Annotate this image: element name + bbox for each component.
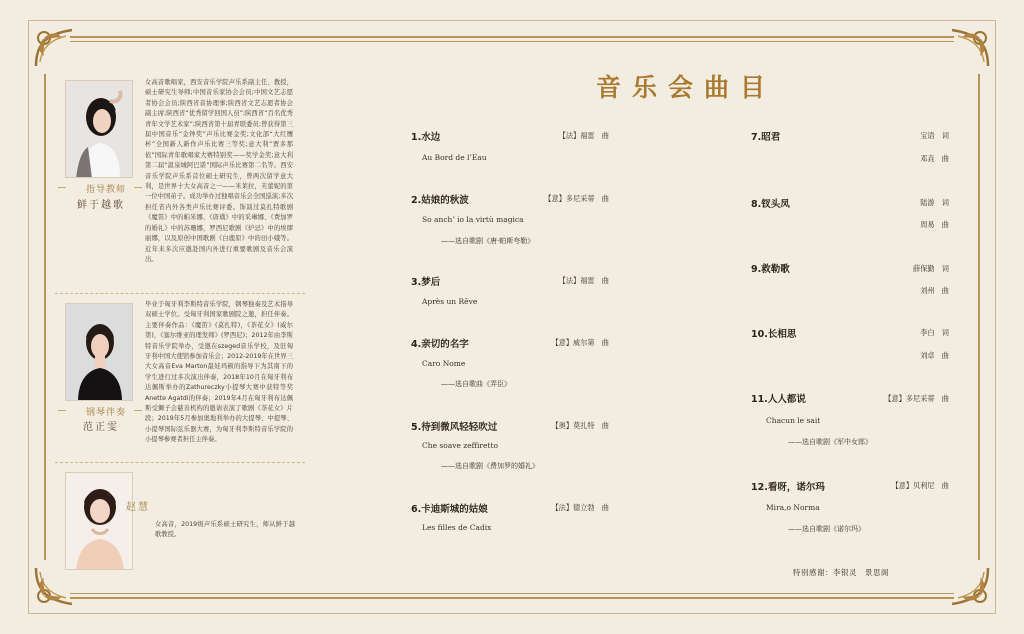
program-item-source: ——选自歌剧《军中女郎》 xyxy=(788,438,872,446)
program-item-number: 8. xyxy=(751,199,762,210)
program-item-name: 梦后 xyxy=(421,277,441,288)
program-item-original-title: Après un Rêve xyxy=(422,297,478,306)
program-item-title xyxy=(411,419,497,433)
program-item-title xyxy=(751,196,790,210)
performer-name-pianist: 范正雯 xyxy=(83,422,119,433)
program-item-name: 昭君 xyxy=(761,132,781,143)
border-top-line-thin xyxy=(70,41,954,42)
border-bottom-line-thin xyxy=(70,593,954,594)
program-item-number: 6. xyxy=(411,504,422,515)
program-item-composer: 【法】福雷 曲 xyxy=(558,131,609,140)
program-item-number: 11. xyxy=(751,394,768,405)
program-item-title xyxy=(751,479,825,493)
performer-role-teacher: 指导教师 xyxy=(85,185,126,195)
program-item-title xyxy=(411,336,469,350)
role-line-left xyxy=(58,410,66,411)
page-title: 音乐会曲目 xyxy=(596,73,777,102)
program-item-number: 12. xyxy=(751,482,768,493)
program-item-name: 长相思 xyxy=(767,329,797,340)
program-item-name: 卡迪斯城的姑娘 xyxy=(421,504,488,515)
border-bottom-line xyxy=(70,597,954,599)
program-item-number: 2. xyxy=(411,195,422,206)
program-item-composer: 【奥】莫扎特 曲 xyxy=(551,421,609,430)
program-item-title xyxy=(751,391,806,405)
program-item-name: 人人都说 xyxy=(767,394,806,405)
border-top-line xyxy=(70,36,954,38)
performer-role-pianist: 钢琴伴奏 xyxy=(85,408,126,418)
corner-ornament-top-right xyxy=(948,26,992,70)
role-line-left xyxy=(58,187,66,188)
performer-bio-soprano: 女高音，2019级声乐系硕士研究生，师从鲜于越歌教授。 xyxy=(155,521,295,539)
performer-photo-pianist xyxy=(65,303,133,401)
program-item-original-title: Caro Nome xyxy=(422,359,466,368)
program-item-name: 看呀，诺尔玛 xyxy=(767,482,825,493)
program-item-title xyxy=(751,129,780,143)
program-item-original-title: Mira,o Norma xyxy=(766,503,820,512)
program-item-original-title: Les filles de Cadix xyxy=(422,523,492,532)
program-item-lyricist: 陆游 词 xyxy=(920,198,949,207)
role-line-right xyxy=(134,187,142,188)
program-item-number: 4. xyxy=(411,339,422,350)
program-item-lyricist: 薛保勤 词 xyxy=(913,264,949,273)
program-item-composer: 【法】福雷 曲 xyxy=(558,276,609,285)
program-item-title xyxy=(751,261,790,275)
program-item-composer: 【意】威尔第 曲 xyxy=(551,338,609,347)
program-item-composer: 【法】德立勃 曲 xyxy=(551,503,609,512)
program-item-composer: 周易 曲 xyxy=(920,220,949,229)
program-item-source: ——选自歌剧《唐·帕斯夸勒》 xyxy=(441,237,535,245)
program-item-number: 10. xyxy=(751,329,768,340)
role-line-right xyxy=(134,410,142,411)
program-item-number: 3. xyxy=(411,277,422,288)
program-item-lyricist: 李白 词 xyxy=(920,328,949,337)
program-item-name: 救勒歌 xyxy=(761,264,790,275)
program-item-title xyxy=(411,274,440,288)
program-item-name: 钗头凤 xyxy=(761,199,790,210)
program-item-title xyxy=(411,501,488,515)
program-item-number: 7. xyxy=(751,132,762,143)
corner-ornament-top-left xyxy=(32,26,76,70)
program-item-composer: 【意】多尼采蒂 曲 xyxy=(884,394,949,403)
performer-photo-soprano xyxy=(65,472,133,570)
performer-name-soprano: 赵慧 xyxy=(126,502,150,513)
program-item-original-title: Che soave zeffiretto xyxy=(422,441,498,450)
program-item-composer: 【意】多尼采蒂 曲 xyxy=(544,194,609,203)
program-item-name: 待到微风轻轻吹过 xyxy=(421,422,498,433)
section-divider xyxy=(55,293,305,294)
program-item-original-title: So anch’ io la virtù magica xyxy=(422,215,524,224)
program-item-composer: 邓垚 曲 xyxy=(920,154,949,163)
program-item-lyricist: 宝语 词 xyxy=(920,131,949,140)
program-item-number: 5. xyxy=(411,422,422,433)
program-item-source: ——选自歌曲《弄臣》 xyxy=(441,380,511,388)
program-item-composer: 【意】贝利尼 曲 xyxy=(891,481,949,490)
program-item-number: 1. xyxy=(411,132,422,143)
program-item-composer: 刘卓 曲 xyxy=(920,351,949,360)
section-divider xyxy=(55,462,305,463)
program-item-name: 姑娘的秋波 xyxy=(421,195,469,206)
program-item-original-title: Au Bord de l’Eau xyxy=(422,153,487,162)
performer-bio-teacher: 女高音歌唱家，西安音乐学院声乐系副主任、教授，硕士研究生导师;中国音乐家协会会员;中国文艺志愿者协会会员;陕西省音协理事;陕西省文艺志愿者协会副主席;陕西省“优秀留学回国人员”;陕西省“百名优秀青年文学艺术家”;陕西省第十届青联委员;曾获得第三届中国音乐“金钟奖”声乐比赛金奖;文化部“大红鹰杯”全国新人新作声乐比赛三等奖;意大利“贾多那依”国际青年歌唱家大赛特别奖——奖学金奖;意大利第二届“温泉城阿巴诺”国际声乐比赛第二名等。西安音乐学院声乐系首位硕士研究生，曾两次留学意大利，是世界十大女高音之一——米莱拉，芙蕾妮的第一位中国弟子。成功举办过独唱音乐会全国巡演;多次担任省内外各类声乐比赛评委。饰演过莫扎特歌剧《魔笛》中的帕米娜、《唐璜》中的采琳娜、《费加罗的婚礼》中的苏珊娜，罗西尼歌剧《炉忌》中的埃缪丽娜，以及原创中国歌剧《白鹿原》中的田小娥等。近年来多次应邀赴国内外进行重要歌剧及音乐会演出。 xyxy=(145,79,293,263)
corner-ornament-bottom-left xyxy=(32,564,76,608)
program-item-title xyxy=(411,129,440,143)
program-item-source: ——选自歌剧《费加罗的婚礼》 xyxy=(441,462,539,470)
program-item-number: 9. xyxy=(751,264,762,275)
border-left-line xyxy=(44,74,46,560)
performer-photo-teacher xyxy=(65,80,133,178)
program-item-original-title: Chacun le sait xyxy=(766,416,821,425)
program-item-name: 亲切的名字 xyxy=(421,339,469,350)
program-item-title xyxy=(751,326,796,340)
performer-bio-pianist: 毕业于匈牙利李斯特音乐学院，钢琴独奏及艺术指导双硕士学位。受匈牙利国家歌剧院之邀，担任伴奏。主要伴奏作品：《魔笛》(莫扎特)，《茶花女》(威尔第)，《塞尔维亚的理发师》(罗西尼)；2012年由李斯特音乐学院举办，受邀在szeged音乐学校，及驻匈牙利中国大使馆参加音乐会；2012-2019年在世界三大女高音Eva Marton最娃玛顿的指导下为其南下的学生进行过多次演出伴奏，2018年10月在匈牙利布达佩斯举办的Zathureczky小提琴大赛中获特等奖Anette Agatdi的伴奏；2019年4月在匈牙利布达佩斯受狮子会慈善机构的邀请表演了歌剧《茶花女》片段；2019年5月参加奥地利举办的大提琴、中提琴、小提琴国际弦乐器大赛，为匈牙利李斯特音乐学院的小提琴参赛者担任主伴奏。 xyxy=(145,301,293,444)
performer-name-teacher: 鲜于越歌 xyxy=(77,200,125,211)
border-right-line xyxy=(978,74,980,560)
corner-ornament-bottom-right xyxy=(948,564,992,608)
program-item-composer: 刘州 曲 xyxy=(920,286,949,295)
program-item-title xyxy=(411,192,469,206)
program-item-source: ——选自歌剧《诺尔玛》 xyxy=(788,525,865,533)
special-thanks: 特别感谢：李银灵 景思阁 xyxy=(793,568,889,577)
program-item-name: 水边 xyxy=(421,132,441,143)
